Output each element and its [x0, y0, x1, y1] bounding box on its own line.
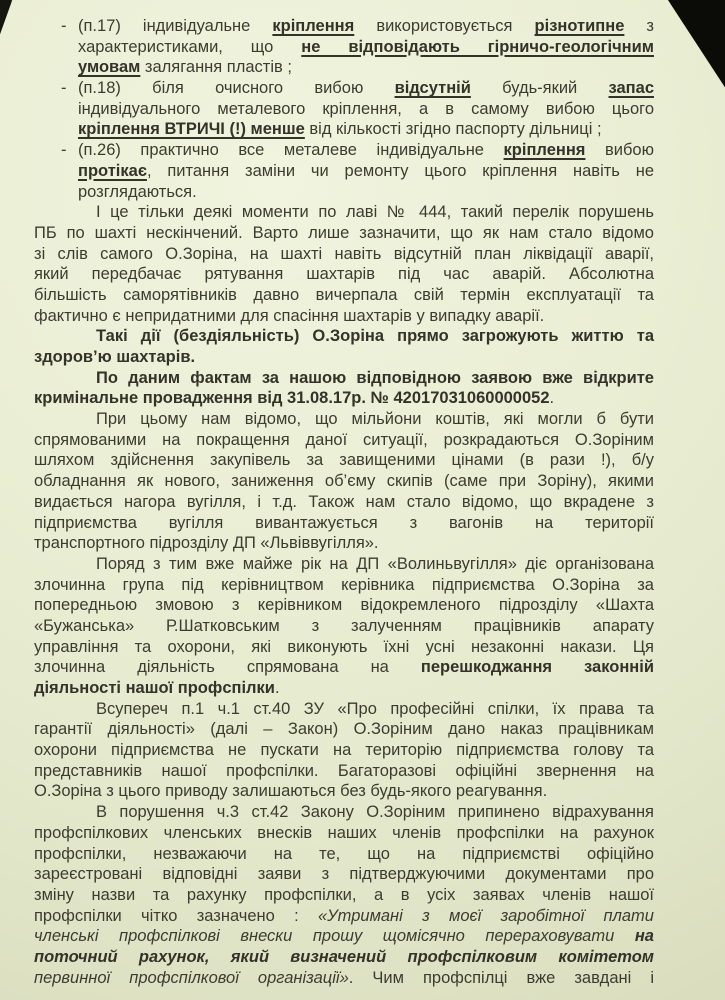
text-run: (п.26) практично все металеве індивідуальне: [78, 141, 504, 160]
text-run: , питання заміни чи ремонту цього кріплення навіть не: [146, 161, 654, 180]
text-line: [34, 802, 654, 823]
text-run: протікає: [78, 161, 147, 180]
text-line: [34, 616, 654, 637]
text-run: поточний рахунок, який визначений профспілковим комітетом: [34, 947, 654, 966]
text-run: злочинна група під керівництвом керівника підприємства О.Зоріна за: [34, 575, 654, 594]
text-run: видається нагора вугілля, і т.д. Також нам стало відомо, що вкрадене з: [34, 492, 654, 511]
list-line: [34, 16, 654, 37]
text-line: [34, 306, 654, 327]
text-run: кріплення: [272, 17, 355, 35]
text-line: [34, 264, 654, 285]
text-run: попередньою змовою з керівником відокремленого підрозділу «Шахта: [34, 596, 654, 615]
text-run: шляхом здійснення закупівель за завищеними цінами (в рази !), б/у: [34, 451, 654, 470]
text-run: умовам: [78, 58, 141, 77]
text-line: [34, 554, 654, 575]
list-line: [34, 182, 654, 203]
list-line: [34, 37, 654, 58]
text-line: [34, 740, 654, 761]
text-run: який передбачає рятування шахтарів під час аварій. Абсолютна: [34, 265, 654, 284]
text-line: [34, 885, 654, 906]
text-line: [34, 906, 654, 927]
text-run: транспортного підрозділу ДП «Львіввугілля».: [34, 534, 379, 553]
text-line: [34, 637, 654, 658]
text-run: .: [549, 389, 555, 408]
text-run: представників нашої профспілки. Багаторазові офіційні звернення на: [34, 761, 654, 780]
text-line: [34, 244, 654, 265]
text-run: обладнання як нового, заниження об’єму скипів (саме при Зоріну), якими: [34, 472, 654, 491]
list-dash: -: [61, 17, 67, 35]
text-run: кримінальне провадження від 31.08.17р. № 42017031060000052: [34, 389, 550, 408]
text-line: [34, 595, 654, 616]
text-line: [34, 533, 654, 554]
text-line: [34, 761, 654, 782]
text-run: В порушення ч.3 ст.42 Закону О.Зоріним припинено відрахування: [96, 803, 654, 822]
list-line: [34, 161, 654, 182]
text-run: «Утримані з моєї заробітної плати: [317, 906, 654, 925]
text-run: охорони підприємства не пускати на територію підприємства голову та: [34, 741, 654, 760]
text-run: діяльності нашої профспілки: [34, 679, 275, 697]
text-line: [34, 368, 654, 389]
text-run: більшість саморятівників давно вичерпала свій термін експлуатації та: [34, 285, 654, 304]
text-run: гарантії діяльності» (далі – Закон) О.Зоріним дано наказ працівникам: [34, 720, 654, 739]
text-run: характеристиками, що: [78, 37, 302, 56]
text-run: управління та охорони, які виконують їхні усні незаконні накази. Ця: [34, 637, 654, 656]
text-line: [34, 926, 654, 947]
text-run: використовується: [354, 17, 535, 35]
text-run: зі слів самого О.Зоріна, на шахті навіть відсутній план ліквідації аварії,: [34, 244, 654, 263]
text-line: [34, 202, 654, 223]
text-run: кріплення ВТРИЧІ (!) менше: [78, 120, 305, 139]
text-line: [34, 678, 654, 699]
text-line: [34, 823, 654, 844]
text-line: [34, 699, 654, 720]
text-run: перешкоджання законній: [420, 658, 654, 677]
text-run: По даним фактам за нашою відповідною заявою вже відкрите: [96, 368, 654, 387]
text-run: індивідуального металевого кріплення, а в самому вибою цього: [78, 99, 654, 118]
list-line: [34, 78, 654, 99]
text-run: відсутній: [394, 79, 471, 98]
text-line: [34, 844, 654, 865]
text-run: з: [624, 17, 654, 35]
list-dash: -: [61, 141, 67, 160]
text-line: [34, 657, 654, 678]
text-line: [34, 388, 654, 409]
text-run: запас: [608, 79, 654, 98]
text-line: [34, 968, 654, 989]
text-run: різнотипне: [534, 17, 625, 35]
text-run: .: [274, 679, 280, 697]
text-run: профспілки чітко зазначено :: [34, 906, 318, 925]
text-run: підприємства вугілля вивантажується з вагонів на території: [34, 513, 654, 532]
text-run: злочинна діяльність спрямована на: [34, 658, 421, 677]
text-run: профспілкових членських внесків наших членів профспілки на рахунок: [34, 823, 654, 842]
text-run: розглядаються.: [78, 182, 197, 201]
text-run: не відповідають гірничо-геологічним: [301, 37, 654, 56]
text-run: членські профспілкові внески прошу щомісячно перераховувати: [34, 927, 635, 946]
list-line: [34, 99, 654, 120]
text-line: [34, 326, 654, 347]
text-run: Такі дії (бездіяльність) О.Зоріна прямо загрожують життю та: [96, 327, 654, 346]
text-run: Поряд з тим вже майже рік на ДП «Волиньвугілля» діє організована: [96, 554, 654, 573]
list-dash: -: [61, 79, 67, 98]
text-line: [34, 223, 654, 244]
text-line: [34, 450, 654, 471]
text-line: [34, 947, 654, 968]
text-run: І це тільки деякі моменти по лаві № 444, такий перелік порушень: [96, 203, 654, 222]
text-run: залягання пластів ;: [140, 58, 292, 77]
text-line: [34, 575, 654, 596]
text-run: на: [634, 927, 654, 946]
text-run: «Бужанська» Р.Шатковським з залученням працівників апарату: [34, 616, 654, 635]
text-run: (п.17) індивідуальне: [78, 17, 273, 35]
text-run: вибою: [585, 141, 654, 160]
text-line: [34, 492, 654, 513]
text-line: [34, 471, 654, 492]
text-run: зміну назви та рахунку профспілки, а в усіх заявах членів нашої: [34, 885, 654, 904]
text-run: При цьому нам відомо, що мільйони коштів, які могли б бути: [96, 410, 654, 429]
text-run: профспілки, незважаючи на те, що на підприємстві офіційно: [34, 844, 654, 863]
text-line: [34, 285, 654, 306]
text-line: [34, 781, 654, 802]
text-run: здоров’ю шахтарів.: [34, 348, 196, 366]
text-line: [34, 430, 654, 451]
text-line: [34, 864, 654, 885]
list-line: [34, 119, 654, 140]
text-run: кріплення: [503, 141, 586, 160]
text-run: спрямованими на покращення даної ситуації, розкрадаються О.Зоріним: [34, 430, 654, 449]
text-run: ПБ по шахті нескінчений. Варто лише зазначити, що як нам стало відомо: [34, 223, 654, 242]
list-line: [34, 140, 654, 161]
text-line: [34, 513, 654, 534]
text-line: [34, 719, 654, 740]
text-line: [34, 347, 654, 368]
text-run: Всупереч п.1 ч.1 ст.40 ЗУ «Про професійні спілки, їх права та: [96, 699, 654, 718]
text-run: фактично є непридатними для спасіння шахтарів у випадку аварії.: [34, 306, 545, 325]
text-run: (п.18) біля очисного вибою: [78, 79, 395, 98]
text-run: зареєстровані відповідні заяви з підтверджуючими документами про: [34, 865, 654, 884]
text-run: будь-який: [470, 79, 609, 98]
text-run: . Чим профспілці вже завдані і: [348, 968, 654, 987]
text-run: О.Зоріна з цього приводу залишаються без будь-якого реагування.: [34, 782, 548, 801]
text-line: [34, 409, 654, 430]
document-body: [34, 16, 654, 988]
text-run: первинної профспілкової організації»: [34, 968, 349, 987]
list-line: [34, 57, 654, 78]
text-run: від кількості згідно паспорту дільниці ;: [304, 120, 602, 139]
